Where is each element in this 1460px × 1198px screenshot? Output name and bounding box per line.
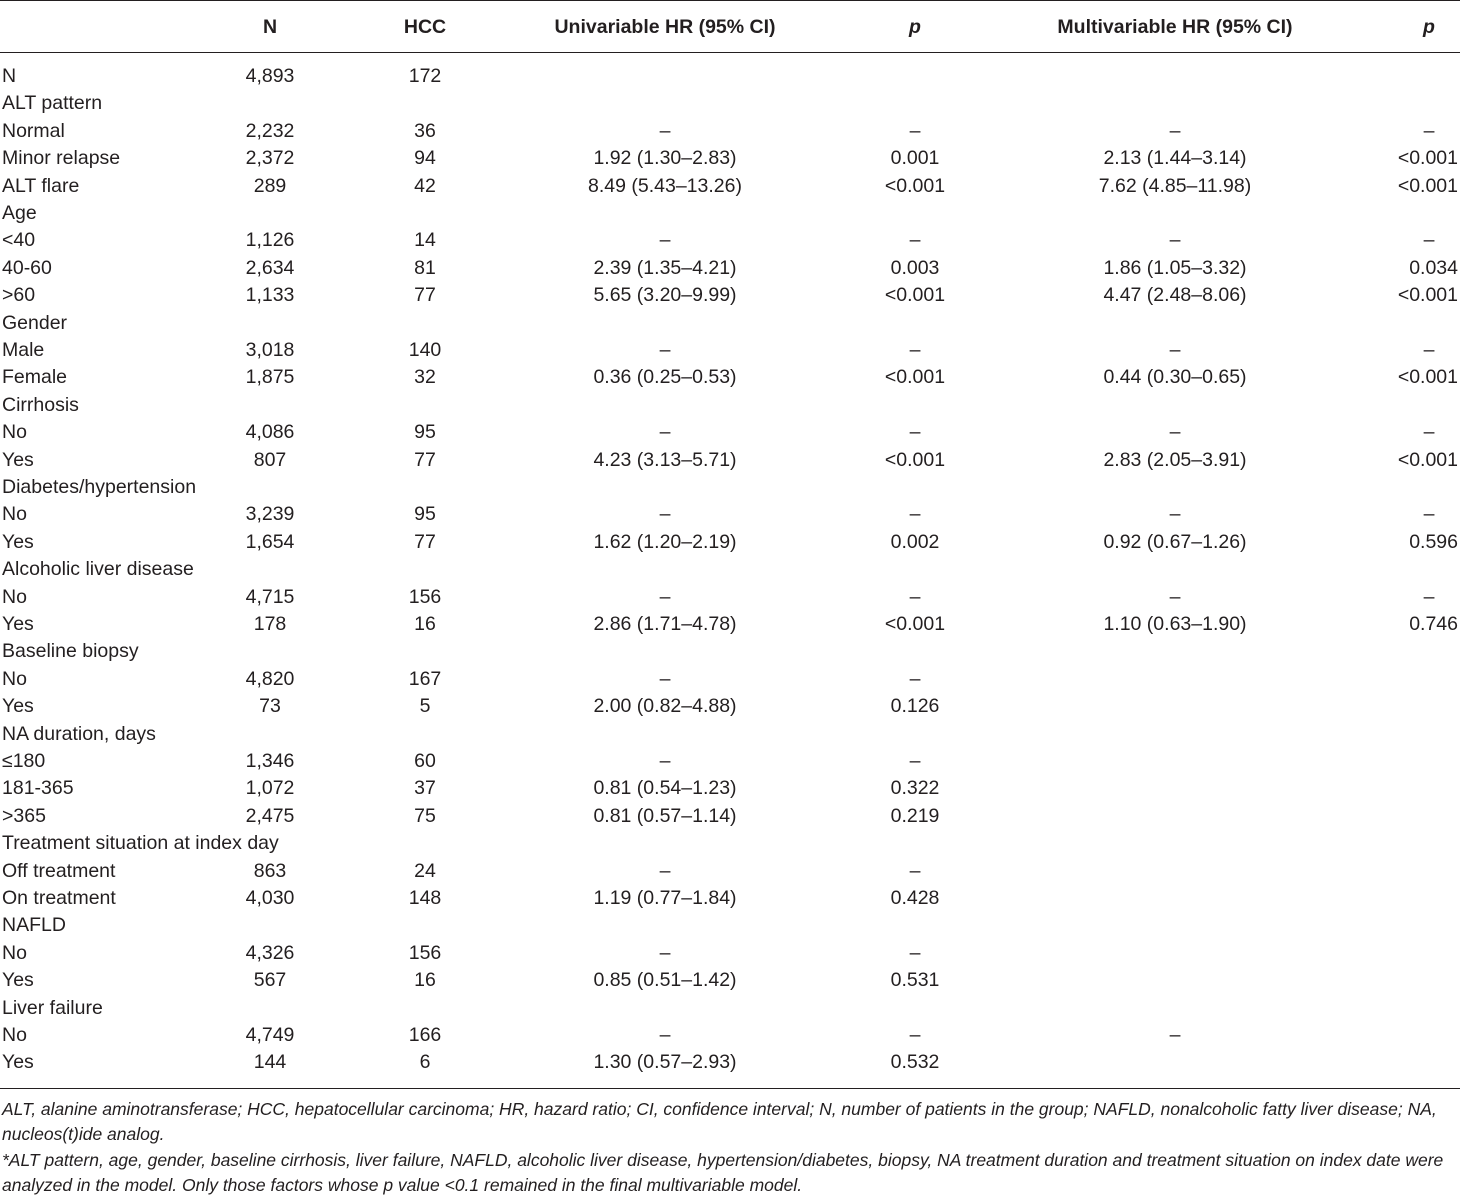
multivariable-p-value: <0.001 <box>1397 175 1458 197</box>
row-label: NA duration, days <box>2 723 156 745</box>
multivariable-p-value: – <box>1423 229 1435 251</box>
n-value: 1,126 <box>245 229 295 251</box>
multivariable-hr-value: 0.92 (0.67–1.26) <box>1103 531 1247 553</box>
row-label: Normal <box>2 120 65 142</box>
univariable-hr-value: 0.36 (0.25–0.53) <box>593 366 737 388</box>
hcc-value: 16 <box>414 613 436 635</box>
hcc-value: 172 <box>408 65 442 87</box>
univariable-hr-value: 1.19 (0.77–1.84) <box>593 887 737 909</box>
univariable-hr-value: 0.81 (0.57–1.14) <box>593 805 737 827</box>
univariable-p-value: <0.001 <box>884 366 946 388</box>
hcc-value: 94 <box>414 147 436 169</box>
n-value: 4,749 <box>245 1024 295 1046</box>
univariable-p-value: – <box>909 339 921 361</box>
footnote-model-note: *ALT pattern, age, gender, baseline cirrhosis, liver failure, NAFLD, alcoholic liver disease, hypertension/diabetes, biopsy, NA treatment duration and treatment situation on index date were analyzed in the model. Only those factors whose p value <0.1 remained in the final multivariable model. <box>2 1150 1444 1195</box>
multivariable-hr-value: – <box>1169 229 1181 251</box>
n-value: 4,326 <box>245 942 295 964</box>
univariable-p-value: 0.322 <box>890 777 940 799</box>
header-multivariable-p: p <box>1423 16 1435 38</box>
univariable-p-value: <0.001 <box>884 175 946 197</box>
univariable-hr-value: 4.23 (3.13–5.71) <box>593 449 737 471</box>
univariable-hr-value: – <box>659 750 671 772</box>
row-label: Cirrhosis <box>2 394 79 416</box>
row-label: Age <box>2 202 37 224</box>
row-label: No <box>2 503 27 525</box>
multivariable-p-value: – <box>1423 120 1435 142</box>
multivariable-p-value: <0.001 <box>1397 284 1458 306</box>
hcc-value: 5 <box>419 695 431 717</box>
hcc-value: 42 <box>414 175 436 197</box>
row-label: On treatment <box>2 887 116 909</box>
multivariable-hr-value: 2.13 (1.44–3.14) <box>1103 147 1247 169</box>
n-value: 1,875 <box>245 366 295 388</box>
univariable-p-value: – <box>909 1024 921 1046</box>
row-label: No <box>2 421 27 443</box>
row-label: Yes <box>2 695 34 717</box>
row-label: Minor relapse <box>2 147 121 169</box>
hcc-value: 167 <box>408 668 442 690</box>
n-value: 4,820 <box>245 668 295 690</box>
univariable-p-value: 0.002 <box>890 531 940 553</box>
univariable-hr-value: 1.92 (1.30–2.83) <box>593 147 737 169</box>
univariable-p-value: <0.001 <box>884 449 946 471</box>
multivariable-hr-value: 1.10 (0.63–1.90) <box>1103 613 1247 635</box>
hcc-value: 156 <box>408 586 442 608</box>
table-header-rule <box>0 52 1460 53</box>
hcc-value: 6 <box>419 1051 431 1073</box>
univariable-p-value: – <box>909 120 921 142</box>
row-label: Diabetes/hypertension <box>2 476 197 498</box>
hcc-value: 36 <box>414 120 436 142</box>
hcc-value: 148 <box>408 887 442 909</box>
n-value: 863 <box>253 860 287 882</box>
hcc-value: 77 <box>414 284 436 306</box>
row-label: Yes <box>2 613 34 635</box>
univariable-hr-value: – <box>659 503 671 525</box>
row-label: 181-365 <box>2 777 74 799</box>
multivariable-p-value: – <box>1423 339 1435 361</box>
univariable-hr-value: 0.85 (0.51–1.42) <box>593 969 737 991</box>
multivariable-hr-value: – <box>1169 421 1181 443</box>
univariable-p-value: 0.428 <box>890 887 940 909</box>
row-label: No <box>2 942 27 964</box>
multivariable-p-value: – <box>1423 421 1435 443</box>
univariable-p-value: – <box>909 942 921 964</box>
hcc-value: 77 <box>414 449 436 471</box>
hcc-value: 95 <box>414 421 436 443</box>
hcc-value: 81 <box>414 257 436 279</box>
multivariable-hr-value: 7.62 (4.85–11.98) <box>1098 175 1252 197</box>
header-univariable-p: p <box>909 16 921 38</box>
univariable-p-value: <0.001 <box>884 613 946 635</box>
hcc-value: 156 <box>408 942 442 964</box>
n-value: 3,018 <box>245 339 295 361</box>
multivariable-p-value: <0.001 <box>1397 147 1458 169</box>
n-value: 1,072 <box>245 777 295 799</box>
row-label: Off treatment <box>2 860 116 882</box>
row-label: >365 <box>2 805 46 827</box>
univariable-hr-value: – <box>659 668 671 690</box>
row-label: ALT pattern <box>2 92 103 114</box>
multivariable-hr-value: – <box>1169 503 1181 525</box>
multivariable-p-value: <0.001 <box>1397 449 1458 471</box>
row-label: No <box>2 586 27 608</box>
univariable-p-value: 0.126 <box>890 695 940 717</box>
univariable-p-value: 0.219 <box>890 805 940 827</box>
table-top-rule <box>0 0 1460 1</box>
n-value: 1,133 <box>245 284 295 306</box>
header-univariable-hr: Univariable HR (95% CI) <box>554 16 776 38</box>
n-value: 4,893 <box>245 65 295 87</box>
hcc-value: 60 <box>414 750 436 772</box>
multivariable-hr-value: – <box>1169 339 1181 361</box>
n-value: 2,232 <box>245 120 295 142</box>
n-value: 2,372 <box>245 147 295 169</box>
univariable-p-value: 0.532 <box>890 1051 940 1073</box>
univariable-p-value: – <box>909 229 921 251</box>
n-value: 144 <box>253 1051 287 1073</box>
row-label: ≤180 <box>2 750 46 772</box>
univariable-hr-value: 5.65 (3.20–9.99) <box>593 284 737 306</box>
row-label: Liver failure <box>2 997 103 1019</box>
header-hcc: HCC <box>403 16 447 38</box>
n-value: 2,475 <box>245 805 295 827</box>
row-label: Baseline biopsy <box>2 640 139 662</box>
n-value: 73 <box>259 695 281 717</box>
row-label: Yes <box>2 969 34 991</box>
multivariable-p-value: <0.001 <box>1397 366 1458 388</box>
multivariable-p-value: 0.746 <box>1409 613 1458 635</box>
header-multivariable-hr: Multivariable HR (95% CI) <box>1057 16 1293 38</box>
univariable-hr-value: 2.39 (1.35–4.21) <box>593 257 737 279</box>
univariable-hr-value: 2.00 (0.82–4.88) <box>593 695 737 717</box>
n-value: 1,346 <box>245 750 295 772</box>
hcc-value: 14 <box>414 229 436 251</box>
multivariable-p-value: 0.596 <box>1409 531 1458 553</box>
multivariable-hr-value: 0.44 (0.30–0.65) <box>1103 366 1247 388</box>
row-label: No <box>2 1024 27 1046</box>
univariable-hr-value: – <box>659 1024 671 1046</box>
univariable-p-value: <0.001 <box>884 284 946 306</box>
univariable-p-value: 0.003 <box>890 257 940 279</box>
row-label: <40 <box>2 229 36 251</box>
univariable-hr-value: – <box>659 860 671 882</box>
row-label: No <box>2 668 27 690</box>
hcc-value: 32 <box>414 366 436 388</box>
hcc-value: 75 <box>414 805 436 827</box>
hcc-value: 37 <box>414 777 436 799</box>
row-label: Female <box>2 366 68 388</box>
multivariable-p-value: – <box>1423 586 1435 608</box>
n-value: 289 <box>253 175 287 197</box>
n-value: 2,634 <box>245 257 295 279</box>
n-value: 807 <box>253 449 287 471</box>
univariable-hr-value: – <box>659 421 671 443</box>
hcc-value: 166 <box>408 1024 442 1046</box>
univariable-hr-value: – <box>659 120 671 142</box>
multivariable-hr-value: – <box>1169 586 1181 608</box>
univariable-p-value: 0.001 <box>890 147 940 169</box>
row-label: Treatment situation at index day <box>2 832 279 854</box>
multivariable-p-value: 0.034 <box>1409 257 1458 279</box>
univariable-hr-value: – <box>659 339 671 361</box>
row-label: Alcoholic liver disease <box>2 558 194 580</box>
n-value: 567 <box>253 969 287 991</box>
n-value: 178 <box>253 613 287 635</box>
univariable-p-value: – <box>909 586 921 608</box>
hcc-value: 77 <box>414 531 436 553</box>
univariable-hr-value: 2.86 (1.71–4.78) <box>593 613 737 635</box>
multivariable-hr-value: – <box>1169 1024 1181 1046</box>
row-label: Yes <box>2 449 34 471</box>
univariable-p-value: – <box>909 421 921 443</box>
univariable-hr-value: 1.30 (0.57–2.93) <box>593 1051 737 1073</box>
hcc-value: 140 <box>408 339 442 361</box>
row-label: NAFLD <box>2 914 66 936</box>
univariable-hr-value: – <box>659 229 671 251</box>
row-label: >60 <box>2 284 36 306</box>
univariable-hr-value: 1.62 (1.20–2.19) <box>593 531 737 553</box>
multivariable-hr-value: 4.47 (2.48–8.06) <box>1103 284 1247 306</box>
univariable-hr-value: – <box>659 586 671 608</box>
multivariable-hr-value: 2.83 (2.05–3.91) <box>1103 449 1247 471</box>
univariable-hr-value: – <box>659 942 671 964</box>
multivariable-hr-value: 1.86 (1.05–3.32) <box>1103 257 1247 279</box>
hcc-value: 16 <box>414 969 436 991</box>
n-value: 3,239 <box>245 503 295 525</box>
n-value: 1,654 <box>245 531 295 553</box>
univariable-p-value: – <box>909 860 921 882</box>
header-n: N <box>262 16 278 38</box>
hcc-value: 24 <box>414 860 436 882</box>
multivariable-hr-value: – <box>1169 120 1181 142</box>
table-bottom-rule <box>0 1088 1460 1089</box>
footnote-abbreviations: ALT, alanine aminotransferase; HCC, hepatocellular carcinoma; HR, hazard ratio; CI, confidence interval; N, number of patients in the group; NAFLD, nonalcoholic fatty liver disease; NA, nucleos(t)ide analog. <box>2 1099 1437 1144</box>
univariable-hr-value: 8.49 (5.43–13.26) <box>588 175 742 197</box>
row-label: 40-60 <box>2 257 52 279</box>
univariable-p-value: – <box>909 503 921 525</box>
univariable-hr-value: 0.81 (0.54–1.23) <box>593 777 737 799</box>
univariable-p-value: – <box>909 750 921 772</box>
row-label: ALT flare <box>2 175 80 197</box>
n-value: 4,715 <box>245 586 295 608</box>
row-label: Yes <box>2 531 34 553</box>
row-label: Male <box>2 339 45 361</box>
multivariable-p-value: – <box>1423 503 1435 525</box>
univariable-p-value: 0.531 <box>890 969 940 991</box>
hcc-value: 95 <box>414 503 436 525</box>
row-label: Gender <box>2 312 68 334</box>
n-value: 4,086 <box>245 421 295 443</box>
univariable-p-value: – <box>909 668 921 690</box>
row-label: Yes <box>2 1051 34 1073</box>
n-value: 4,030 <box>245 887 295 909</box>
row-label: N <box>2 65 17 87</box>
